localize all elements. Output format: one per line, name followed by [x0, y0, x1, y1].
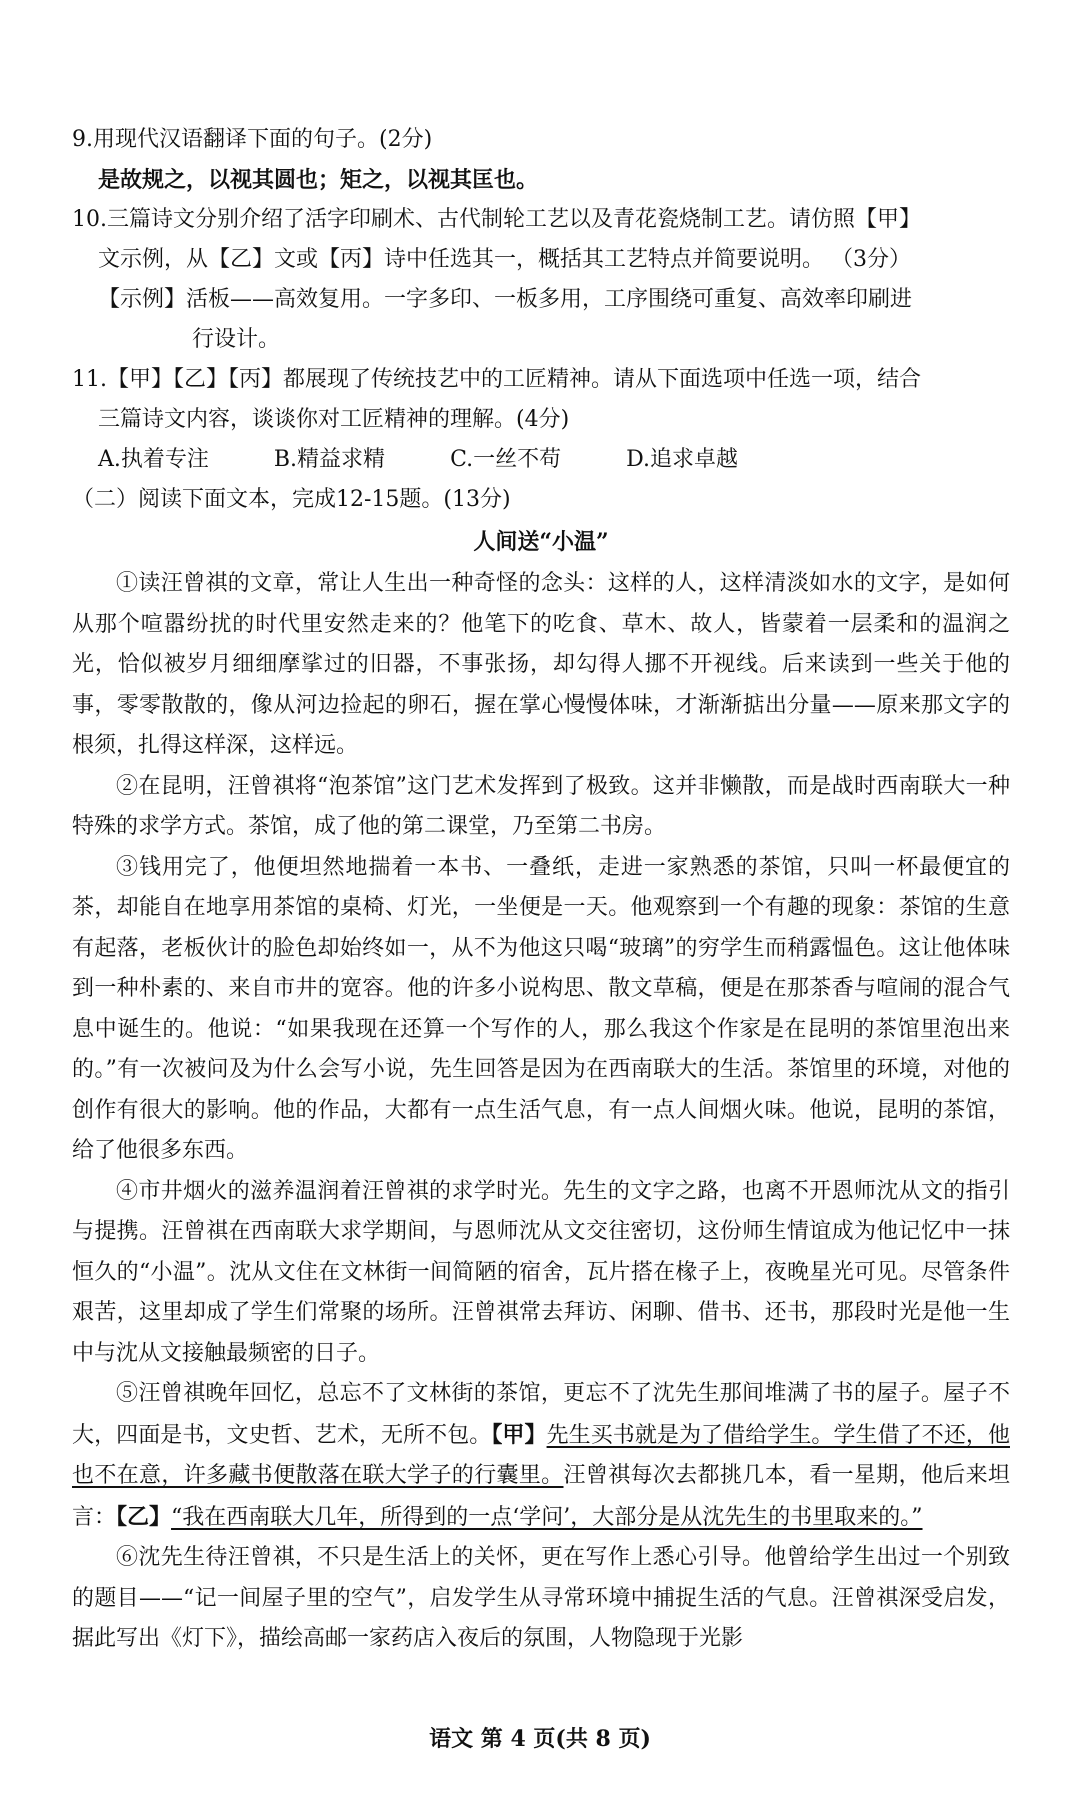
underlined-sentence-yi: “我在西南联大几年，所得到的一点‘学问’，大部分是从沈先生的书里取来的。”	[171, 1504, 923, 1530]
paragraph-5-text-a: ⑤汪曾祺晚年回忆，总忘不了文林街的茶馆，更忘不了沈先生那间堆满了书的屋子。屋子不大，四面是书，文史哲、艺术，无所不包。	[72, 1381, 1010, 1448]
paragraph-5	[72, 1374, 1010, 1538]
marker-yi: 【乙】	[116, 1503, 172, 1530]
paragraph-5-text-b: 汪曾祺每次去都挑几本，看一星期，他后来坦言：	[72, 1463, 1010, 1530]
question-11-line1: 11.【甲】【乙】【丙】都展现了传统技艺中的工匠精神。请从下面选项中任选一项，结合	[72, 367, 921, 392]
paragraph-1: ①读汪曾祺的文章，常让人生出一种奇怪的念头：这样的人，这样清淡如水的文字，是如何从那个喧嚣纷扰的时代里安然走来的？他笔下的吃食、草木、故人，皆蒙着一层柔和的温润之光，恰似被岁月细细摩挲过的旧器，不事张扬，却勾得人挪不开视线。后来读到一些关于他的事，零零散散的，像从河边捡起的卵石，握在掌心慢慢体味，才渐渐掂出分量——原来那文字的根须，扎得这样深，这样远。	[72, 571, 1010, 758]
article-title: 人间送“小温”	[473, 529, 609, 555]
question-10-line2: 文示例，从【乙】文或【丙】诗中任选其一，概括其工艺特点并简要说明。 （3分）	[98, 247, 911, 272]
paragraph-6: ⑥沈先生待汪曾祺，不只是生活上的关怀，更在写作上悉心引导。他曾给学生出过一个别致的题目——“记一间屋子里的空气”，启发学生从寻常环境中捕捉生活的气息。汪曾祺深受启发，据此写出《灯下》，描绘高邮一家药店入夜后的氛围，人物隐现于光影	[72, 1545, 1010, 1651]
paragraph-3: ③钱用完了，他便坦然地揣着一本书、一叠纸，走进一家熟悉的茶馆，只叫一杯最便宜的茶，却能自在地享用茶馆的桌椅、灯光，一坐便是一天。他观察到一个有趣的现象：茶馆的生意有起落，老板伙计的脸色却始终如一，从不为他这只喝“玻璃”的穷学生而稍露愠色。这让他体味到一种朴素的、来自市井的宽容。他的许多小说构思、散文草稿，便是在那茶香与喧闹的混合气息中诞生的。他说：“如果我现在还算一个写作的人，那么我这个作家是在昆明的茶馆里泡出来的。”有一次被问及为什么会写小说，先生回答是因为在西南联大的生活。茶馆里的环境，对他的创作有很大的影响。他的作品，大都有一点生活气息，有一点人间烟火味。他说，昆明的茶馆，给了他很多东西。	[72, 854, 1010, 1163]
underlined-sentence-jia: 先生买书就是为了借给学生。学生借了不还，他也不在意，许多藏书便散落在联大学子的行囊里。	[72, 1422, 1010, 1488]
question-10-example-line2: 行设计。	[192, 327, 281, 352]
question-10-example-line1: 【示例】活板——高效复用。一字多印、一板多用，工序围绕可重复、高效率印刷进	[98, 287, 913, 312]
page-footer: 语文 第 4 页(共 8 页)	[429, 1726, 651, 1752]
option-c: C.一丝不苟	[450, 447, 562, 472]
option-b: B.精益求精	[273, 447, 386, 472]
section-heading: （二）阅读下面文本，完成12-15题。(13分)	[72, 487, 511, 512]
question-10-line1: 10.三篇诗文分别介绍了活字印刷术、古代制轮工艺以及青花瓷烧制工艺。请仿照【甲】	[72, 207, 921, 232]
question-11-line2: 三篇诗文内容，谈谈你对工匠精神的理解。(4分)	[98, 407, 570, 432]
question-9-sentence: 是故规之，以视其圆也；矩之，以视其匡也。	[98, 167, 539, 193]
question-11-options	[72, 440, 1010, 480]
paragraph-4: ④市井烟火的滋养温润着汪曾祺的求学时光。先生的文字之路，也离不开恩师沈从文的指引与提携。汪曾祺在西南联大求学期间，与恩师沈从文交往密切，这份师生情谊成为他记忆中一抹恒久的“小温”。沈从文住在文林街一间简陋的宿舍，瓦片搭在椽子上，夜晚星光可见。尽管条件艰苦，这里却成了学生们常聚的场所。汪曾祺常去拜访、闲聊、借书、还书，那段时光是他一生中与沈从文接触最频密的日子。	[72, 1178, 1010, 1366]
paragraph-2: ②在昆明，汪曾祺将“泡茶馆”这门艺术发挥到了极致。这并非懒散，而是战时西南联大一种特殊的求学方式。茶馆，成了他的第二课堂，乃至第二书房。	[72, 773, 1010, 839]
marker-jia: 【甲】	[491, 1421, 547, 1448]
option-a: A.执着专注	[98, 447, 209, 472]
option-d: D.追求卓越	[626, 447, 738, 472]
question-9-stem: 9.用现代汉语翻译下面的句子。(2分)	[72, 127, 433, 152]
